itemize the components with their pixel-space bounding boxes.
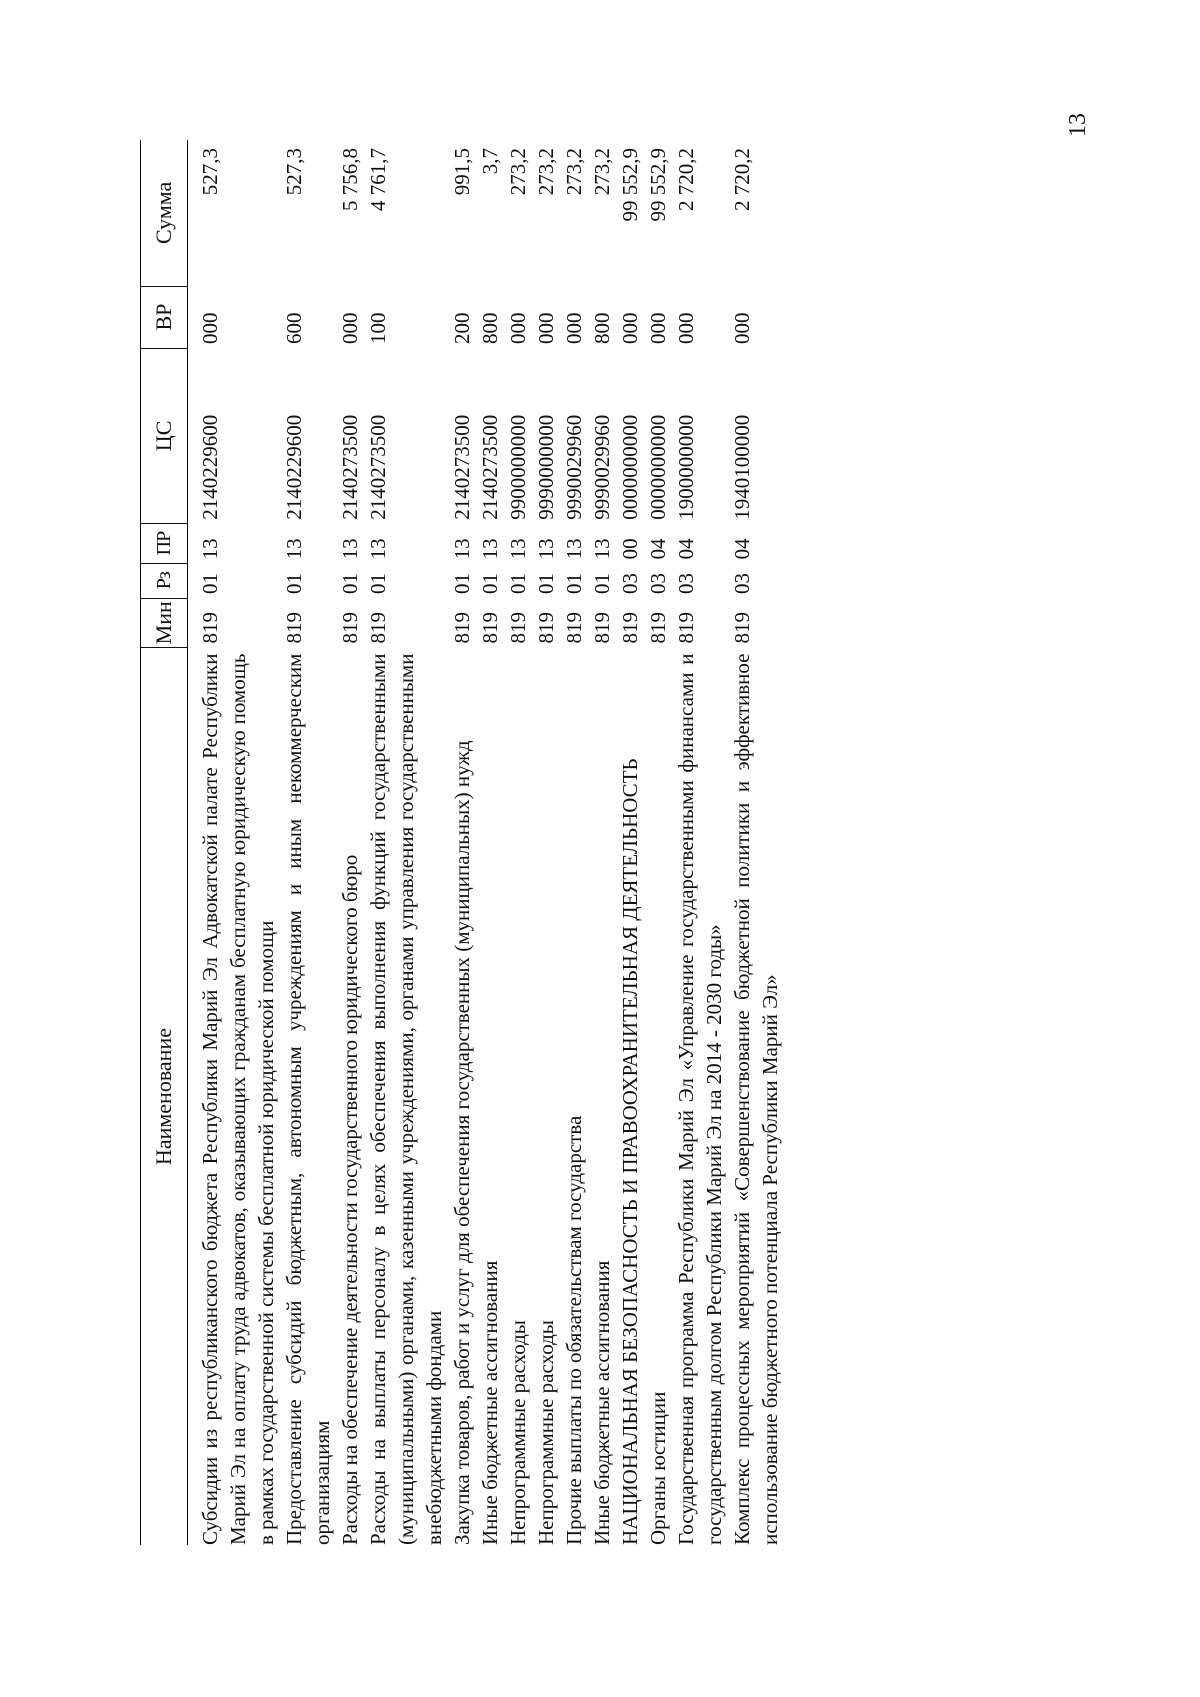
row-vr: 000 — [338, 312, 362, 345]
table-row — [588, 140, 616, 1545]
table-row — [532, 140, 560, 1545]
row-rz: 01 — [590, 573, 614, 595]
table-row — [336, 140, 364, 1545]
row-cs: 2140273500 — [366, 414, 390, 520]
row-name: Субсидии из республиканского бюджета Республики Марий Эл Адвокатской палате Республики Марий Эл на оплату труда адвокатов, оказывающих гражданам бесплатную юридическую помощь в рамках государственной системы бесплатной юридической помощи — [198, 653, 278, 1545]
row-pr: 04 — [674, 538, 698, 560]
row-cs: 9990029960 — [562, 414, 586, 520]
row-min: 819 — [198, 612, 222, 644]
table-body — [188, 140, 785, 1545]
row-vr: 000 — [562, 312, 586, 345]
row-rz: 01 — [198, 573, 222, 595]
row-min: 819 — [506, 612, 530, 644]
row-cs: 9900000000 — [506, 414, 530, 520]
row-rz: 01 — [534, 573, 558, 595]
row-vr: 100 — [366, 312, 390, 345]
budget-table-sheet — [140, 140, 1150, 1545]
row-rz: 01 — [366, 573, 390, 595]
row-vr: 000 — [646, 312, 670, 345]
row-name: Непрограммные расходы — [506, 1320, 530, 1545]
table-row — [448, 140, 476, 1545]
row-name: Закупка товаров, работ и услуг для обеспечения государственных (муниципальных) нужд — [450, 740, 474, 1545]
row-vr: 000 — [506, 312, 530, 345]
row-name: Органы юстиции — [646, 1391, 670, 1545]
row-rz: 01 — [450, 573, 474, 595]
row-sum: 2 720,2 — [730, 148, 754, 211]
row-rz: 01 — [562, 573, 586, 595]
header-pr: ПР — [141, 524, 188, 564]
row-pr: 13 — [366, 538, 390, 560]
row-pr: 13 — [198, 538, 222, 560]
row-min: 819 — [590, 612, 614, 644]
row-name: Иные бюджетные ассигнования — [478, 1260, 502, 1545]
row-cs: 2140229600 — [282, 414, 306, 520]
row-vr: 800 — [478, 312, 502, 345]
row-min: 819 — [646, 612, 670, 644]
row-cs: 1940100000 — [730, 414, 754, 520]
table-header-row — [141, 140, 188, 1545]
row-min: 819 — [338, 612, 362, 644]
row-rz: 03 — [730, 573, 754, 595]
table-row — [560, 140, 588, 1545]
row-cs: 2140273500 — [450, 414, 474, 520]
row-sum: 991,5 — [450, 148, 474, 196]
row-vr: 000 — [674, 312, 698, 345]
header-cs: ЦС — [141, 348, 188, 524]
row-pr: 04 — [646, 538, 670, 560]
row-cs: 2140273500 — [478, 414, 502, 520]
row-sum: 4 761,7 — [366, 148, 390, 211]
header-min: Мин — [141, 598, 188, 648]
table-row — [728, 140, 784, 1545]
table-row — [616, 140, 644, 1545]
row-pr: 00 — [618, 538, 642, 560]
row-vr: 000 — [198, 312, 222, 345]
row-name: Государственная программа Республики Марий Эл «Управление государственными финансами и государственным долгом Республики Марий Эл на 2014 - 2030 годы» — [674, 653, 726, 1545]
row-name: Комплекс процессных мероприятий «Совершенствование бюджетной политики и эффективное использование бюджетного потенциала Республики Марий Эл» — [730, 653, 782, 1545]
row-rz: 01 — [506, 573, 530, 595]
row-sum: 273,2 — [506, 148, 530, 196]
row-pr: 13 — [282, 538, 306, 560]
row-rz: 03 — [674, 573, 698, 595]
row-rz: 03 — [646, 573, 670, 595]
table-row — [188, 140, 281, 1545]
row-sum: 99 552,9 — [646, 148, 670, 222]
row-name: Иные бюджетные ассигнования — [590, 1260, 614, 1545]
row-vr: 000 — [534, 312, 558, 345]
row-min: 819 — [534, 612, 558, 644]
row-min: 819 — [562, 612, 586, 644]
row-name: Предоставление субсидий бюджетным, автономным учреждениям и иным некоммерческим организациям — [282, 653, 334, 1545]
row-cs: 0000000000 — [618, 414, 642, 520]
row-cs: 2140229600 — [198, 414, 222, 520]
row-vr: 000 — [730, 312, 754, 345]
budget-table — [140, 140, 784, 1545]
row-sum: 273,2 — [534, 148, 558, 196]
row-pr: 13 — [562, 538, 586, 560]
row-rz: 01 — [478, 573, 502, 595]
row-name: Прочие выплаты по обязательствам государства — [562, 1115, 586, 1545]
table-row — [476, 140, 504, 1545]
row-cs: 2140273500 — [338, 414, 362, 520]
row-rz: 01 — [282, 573, 306, 595]
row-sum: 3,7 — [478, 148, 502, 175]
row-name: Расходы на выплаты персоналу в целях обеспечения выполнения функций государственными (муниципальными) органами, казенными учреждениями, органами управления государственными внебюджетными фондами — [366, 653, 446, 1545]
header-rz: Рз — [141, 563, 188, 598]
row-sum: 273,2 — [590, 148, 614, 196]
row-pr: 13 — [534, 538, 558, 560]
row-min: 819 — [674, 612, 698, 644]
row-name: Расходы на обеспечение деятельности государственного юридического бюро — [338, 854, 362, 1545]
row-sum: 2 720,2 — [674, 148, 698, 211]
table-row — [672, 140, 728, 1545]
header-vr: ВР — [141, 286, 188, 348]
header-sum: Сумма — [141, 140, 188, 286]
row-pr: 13 — [450, 538, 474, 560]
table-row — [504, 140, 532, 1545]
row-rz: 03 — [618, 573, 642, 595]
row-cs: 1900000000 — [674, 414, 698, 520]
row-pr: 13 — [338, 538, 362, 560]
table-row — [364, 140, 448, 1545]
row-min: 819 — [478, 612, 502, 644]
row-pr: 13 — [478, 538, 502, 560]
row-sum: 527,3 — [198, 148, 222, 196]
row-sum: 5 756,8 — [338, 148, 362, 211]
table-row — [280, 140, 336, 1545]
row-sum: 273,2 — [562, 148, 586, 196]
row-name: Непрограммные расходы — [534, 1320, 558, 1545]
row-vr: 200 — [450, 312, 474, 345]
row-vr: 600 — [282, 312, 306, 345]
table-row — [644, 140, 672, 1545]
row-min: 819 — [618, 612, 642, 644]
row-min: 819 — [730, 612, 754, 644]
row-cs: 9990000000 — [534, 414, 558, 520]
row-cs: 9990029960 — [590, 414, 614, 520]
row-vr: 000 — [618, 312, 642, 345]
header-name: Наименование — [141, 648, 188, 1545]
row-name: НАЦИОНАЛЬНАЯ БЕЗОПАСНОСТЬ И ПРАВООХРАНИТЕЛЬНАЯ ДЕЯТЕЛЬНОСТЬ — [618, 758, 642, 1545]
row-pr: 13 — [506, 538, 530, 560]
row-cs: 0000000000 — [646, 414, 670, 520]
row-min: 819 — [366, 612, 390, 644]
row-pr: 13 — [590, 538, 614, 560]
page-number: 13 — [1065, 113, 1091, 137]
row-sum: 527,3 — [282, 148, 306, 196]
row-sum: 99 552,9 — [618, 148, 642, 222]
row-vr: 800 — [590, 312, 614, 345]
row-rz: 01 — [338, 573, 362, 595]
row-min: 819 — [282, 612, 306, 644]
row-min: 819 — [450, 612, 474, 644]
row-pr: 04 — [730, 538, 754, 560]
